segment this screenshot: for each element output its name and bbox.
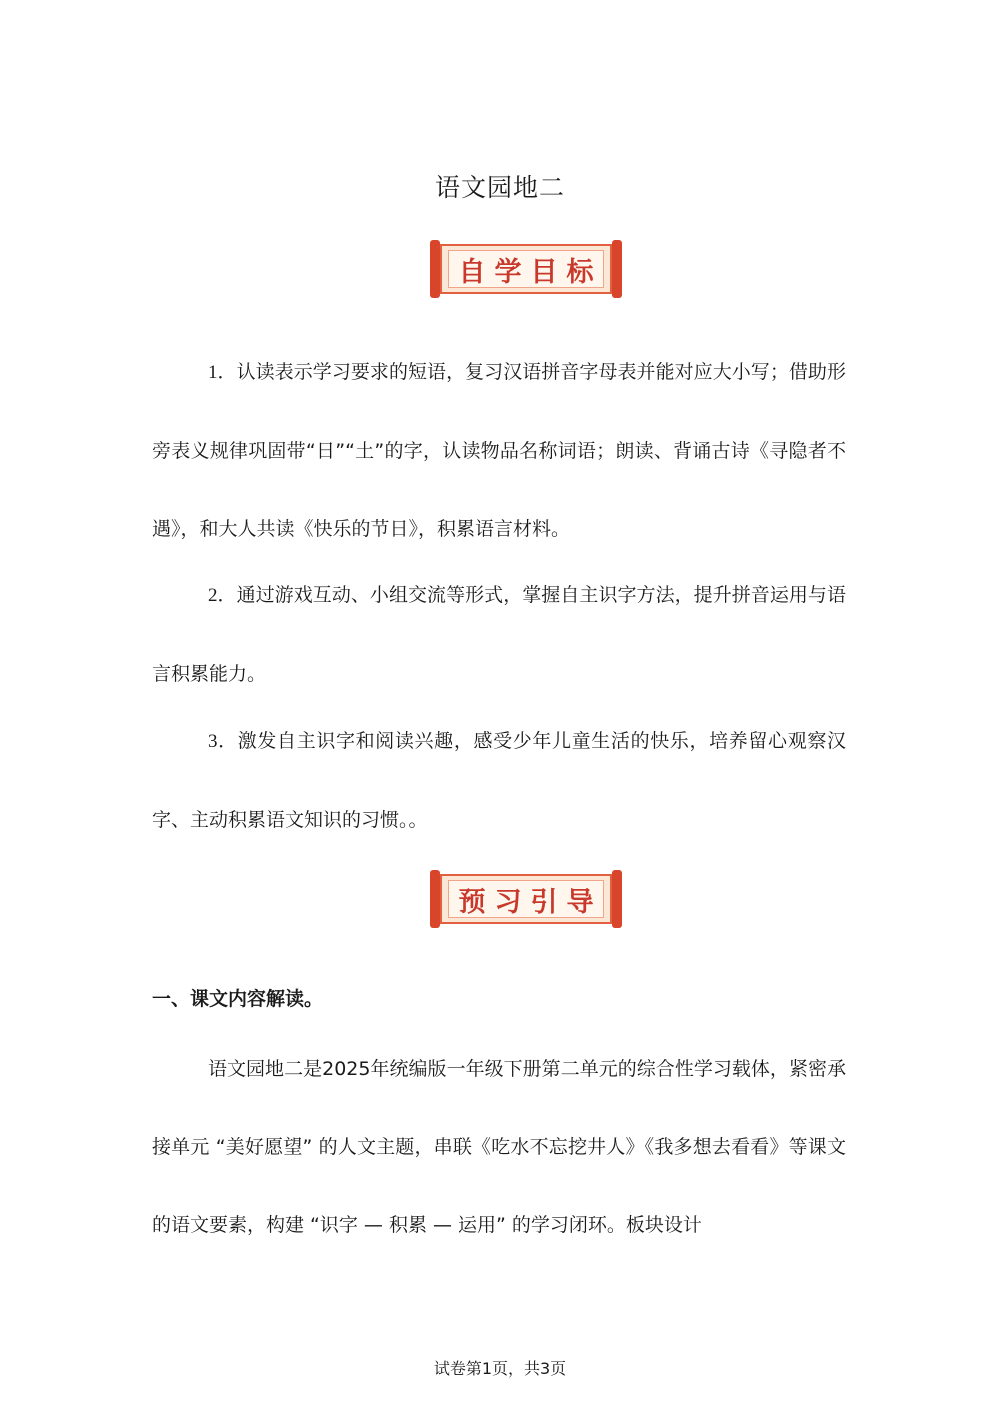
goals-banner-label: 自学目标 <box>448 250 604 288</box>
goal-item-1: 1．认读表示学习要求的短语，复习汉语拼音字母表并能对应大小写；借助形旁表义规律巩固带“日”“土”的字，认读物品名称词语；朗读、背诵古诗《寻隐者不遇》，和大人共读《快乐的节日》，积累语言材料。 <box>152 361 846 540</box>
goal-item-3: 3．激发自主识字和阅读兴趣，感受少年儿童生活的快乐，培养留心观察汉字、主动积累语文知识的习惯。。 <box>152 730 846 831</box>
goal-item-2: 2．通过游戏互动、小组交流等形式，掌握自主识字方法，提升拼音运用与语言积累能力。 <box>152 584 846 685</box>
guide-banner <box>430 870 622 928</box>
section-paragraph: 语文园地二是2025年统编版一年级下册第二单元的综合性学习载体，紧密承接单元 “美好愿望” 的人文主题，串联《吃水不忘挖井人》《我多想去看看》等课文的语文要素，构建 “识字 — 积累 — 运用” 的学习闭环。板块设计 <box>152 1058 846 1236</box>
section-heading: 一、课文内容解读。 <box>152 988 324 1010</box>
page-footer: 试卷第1页，共3页 <box>433 1359 567 1378</box>
goals-banner <box>430 240 622 298</box>
guide-banner-label: 预习引导 <box>448 880 604 918</box>
page-title: 语文园地二 <box>434 173 565 202</box>
